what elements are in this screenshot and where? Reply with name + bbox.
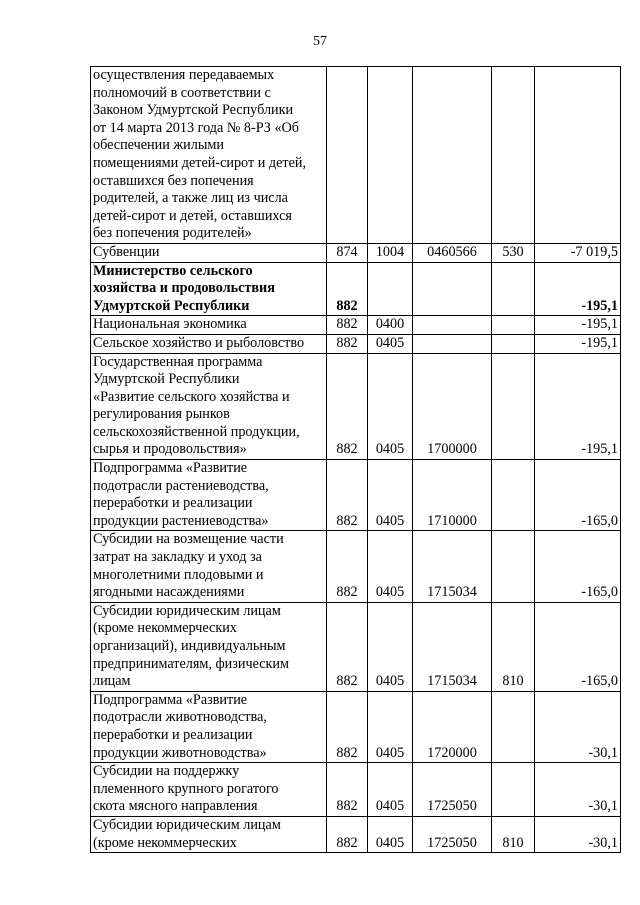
row-name-cell: Субсидии юридическим лицам (кроме некоммерческих организаций), индивидуальным предпринимателям, физическим лицам — [91, 602, 327, 691]
row-gr-cell: 882 — [327, 816, 368, 852]
row-gr-cell: 882 — [327, 691, 368, 762]
row-expense-type-cell: 810 — [492, 816, 535, 852]
table-row — [91, 67, 621, 244]
row-gr-cell: 882 — [327, 763, 368, 817]
row-expense-type-cell — [492, 334, 535, 353]
row-expense-type-cell: 810 — [492, 602, 535, 691]
row-target-article-cell: 1725050 — [413, 816, 492, 852]
row-section-cell: 0405 — [368, 531, 413, 602]
row-gr-cell: 882 — [327, 316, 368, 335]
row-expense-type-cell — [492, 262, 535, 316]
row-amount-cell: -195,1 — [535, 334, 621, 353]
row-section-cell: 0405 — [368, 602, 413, 691]
row-target-article-cell — [413, 334, 492, 353]
row-expense-type-cell — [492, 691, 535, 762]
row-gr-cell: 882 — [327, 262, 368, 316]
row-gr-cell — [327, 67, 368, 244]
row-expense-type-cell — [492, 67, 535, 244]
row-target-article-cell: 1725050 — [413, 763, 492, 817]
row-section-cell: 0400 — [368, 316, 413, 335]
row-gr-cell: 882 — [327, 602, 368, 691]
row-section-cell: 0405 — [368, 353, 413, 460]
row-target-article-cell: 1710000 — [413, 460, 492, 531]
table-row — [91, 262, 621, 316]
row-amount-cell — [535, 67, 621, 244]
row-name-cell: Национальная экономика — [91, 316, 327, 335]
table-row — [91, 334, 621, 353]
row-name-cell: Субсидии на возмещение части затрат на закладку и уход за многолетними плодовыми и ягодными насаждениями — [91, 531, 327, 602]
row-name-cell: осуществления передаваемых полномочий в соответствии с Законом Удмуртской Республики от 14 марта 2013 года № 8-РЗ «Об обеспечении жилыми помещениями детей-сирот и детей, оставшихся без попечения родителей, а также лиц из числа детей-сирот и детей, оставшихся без попечения родителей» — [91, 67, 327, 244]
row-section-cell — [368, 262, 413, 316]
table-row — [91, 316, 621, 335]
row-amount-cell: -30,1 — [535, 691, 621, 762]
row-target-article-cell — [413, 67, 492, 244]
row-section-cell: 1004 — [368, 243, 413, 262]
row-gr-cell: 874 — [327, 243, 368, 262]
row-amount-cell: -30,1 — [535, 763, 621, 817]
row-name-cell: Субвенции — [91, 243, 327, 262]
row-amount-cell: -165,0 — [535, 602, 621, 691]
row-expense-type-cell — [492, 531, 535, 602]
row-amount-cell: -195,1 — [535, 353, 621, 460]
row-expense-type-cell — [492, 460, 535, 531]
row-target-article-cell: 1720000 — [413, 691, 492, 762]
row-target-article-cell: 0460566 — [413, 243, 492, 262]
row-section-cell — [368, 67, 413, 244]
table-row — [91, 691, 621, 762]
row-gr-cell: 882 — [327, 531, 368, 602]
table-row — [91, 531, 621, 602]
row-amount-cell: -195,1 — [535, 316, 621, 335]
row-name-cell: Субсидии на поддержку племенного крупного рогатого скота мясного направления — [91, 763, 327, 817]
page-number: 57 — [313, 34, 327, 49]
row-name-cell: Сельское хозяйство и рыболовство — [91, 334, 327, 353]
table-row — [91, 353, 621, 460]
row-gr-cell: 882 — [327, 460, 368, 531]
row-name-cell: Подпрограмма «Развитие подотрасли животноводства, переработки и реализации продукции животноводства» — [91, 691, 327, 762]
row-target-article-cell: 1715034 — [413, 602, 492, 691]
budget-table — [90, 66, 621, 853]
row-amount-cell: -30,1 — [535, 816, 621, 852]
table-row — [91, 243, 621, 262]
budget-table-body — [91, 67, 621, 853]
row-amount-cell: -195,1 — [535, 262, 621, 316]
row-section-cell: 0405 — [368, 763, 413, 817]
row-expense-type-cell — [492, 353, 535, 460]
table-row — [91, 763, 621, 817]
row-name-cell: Субсидии юридическим лицам (кроме некоммерческих — [91, 816, 327, 852]
row-amount-cell: -7 019,5 — [535, 243, 621, 262]
row-section-cell: 0405 — [368, 691, 413, 762]
row-target-article-cell: 1700000 — [413, 353, 492, 460]
row-expense-type-cell — [492, 316, 535, 335]
row-amount-cell: -165,0 — [535, 460, 621, 531]
row-gr-cell: 882 — [327, 353, 368, 460]
table-row — [91, 602, 621, 691]
row-target-article-cell: 1715034 — [413, 531, 492, 602]
row-name-cell: Министерство сельского хозяйства и продовольствия Удмуртской Республики — [91, 262, 327, 316]
row-target-article-cell — [413, 262, 492, 316]
row-section-cell: 0405 — [368, 816, 413, 852]
table-row — [91, 460, 621, 531]
row-section-cell: 0405 — [368, 460, 413, 531]
row-amount-cell: -165,0 — [535, 531, 621, 602]
row-name-cell: Подпрограмма «Развитие подотрасли растениеводства, переработки и реализации продукции растениеводства» — [91, 460, 327, 531]
row-expense-type-cell — [492, 763, 535, 817]
row-section-cell: 0405 — [368, 334, 413, 353]
table-row — [91, 816, 621, 852]
row-gr-cell: 882 — [327, 334, 368, 353]
row-expense-type-cell: 530 — [492, 243, 535, 262]
row-target-article-cell — [413, 316, 492, 335]
row-name-cell: Государственная программа Удмуртской Республики «Развитие сельского хозяйства и регулирования рынков сельскохозяйственной продукции, сырья и продовольствия» — [91, 353, 327, 460]
